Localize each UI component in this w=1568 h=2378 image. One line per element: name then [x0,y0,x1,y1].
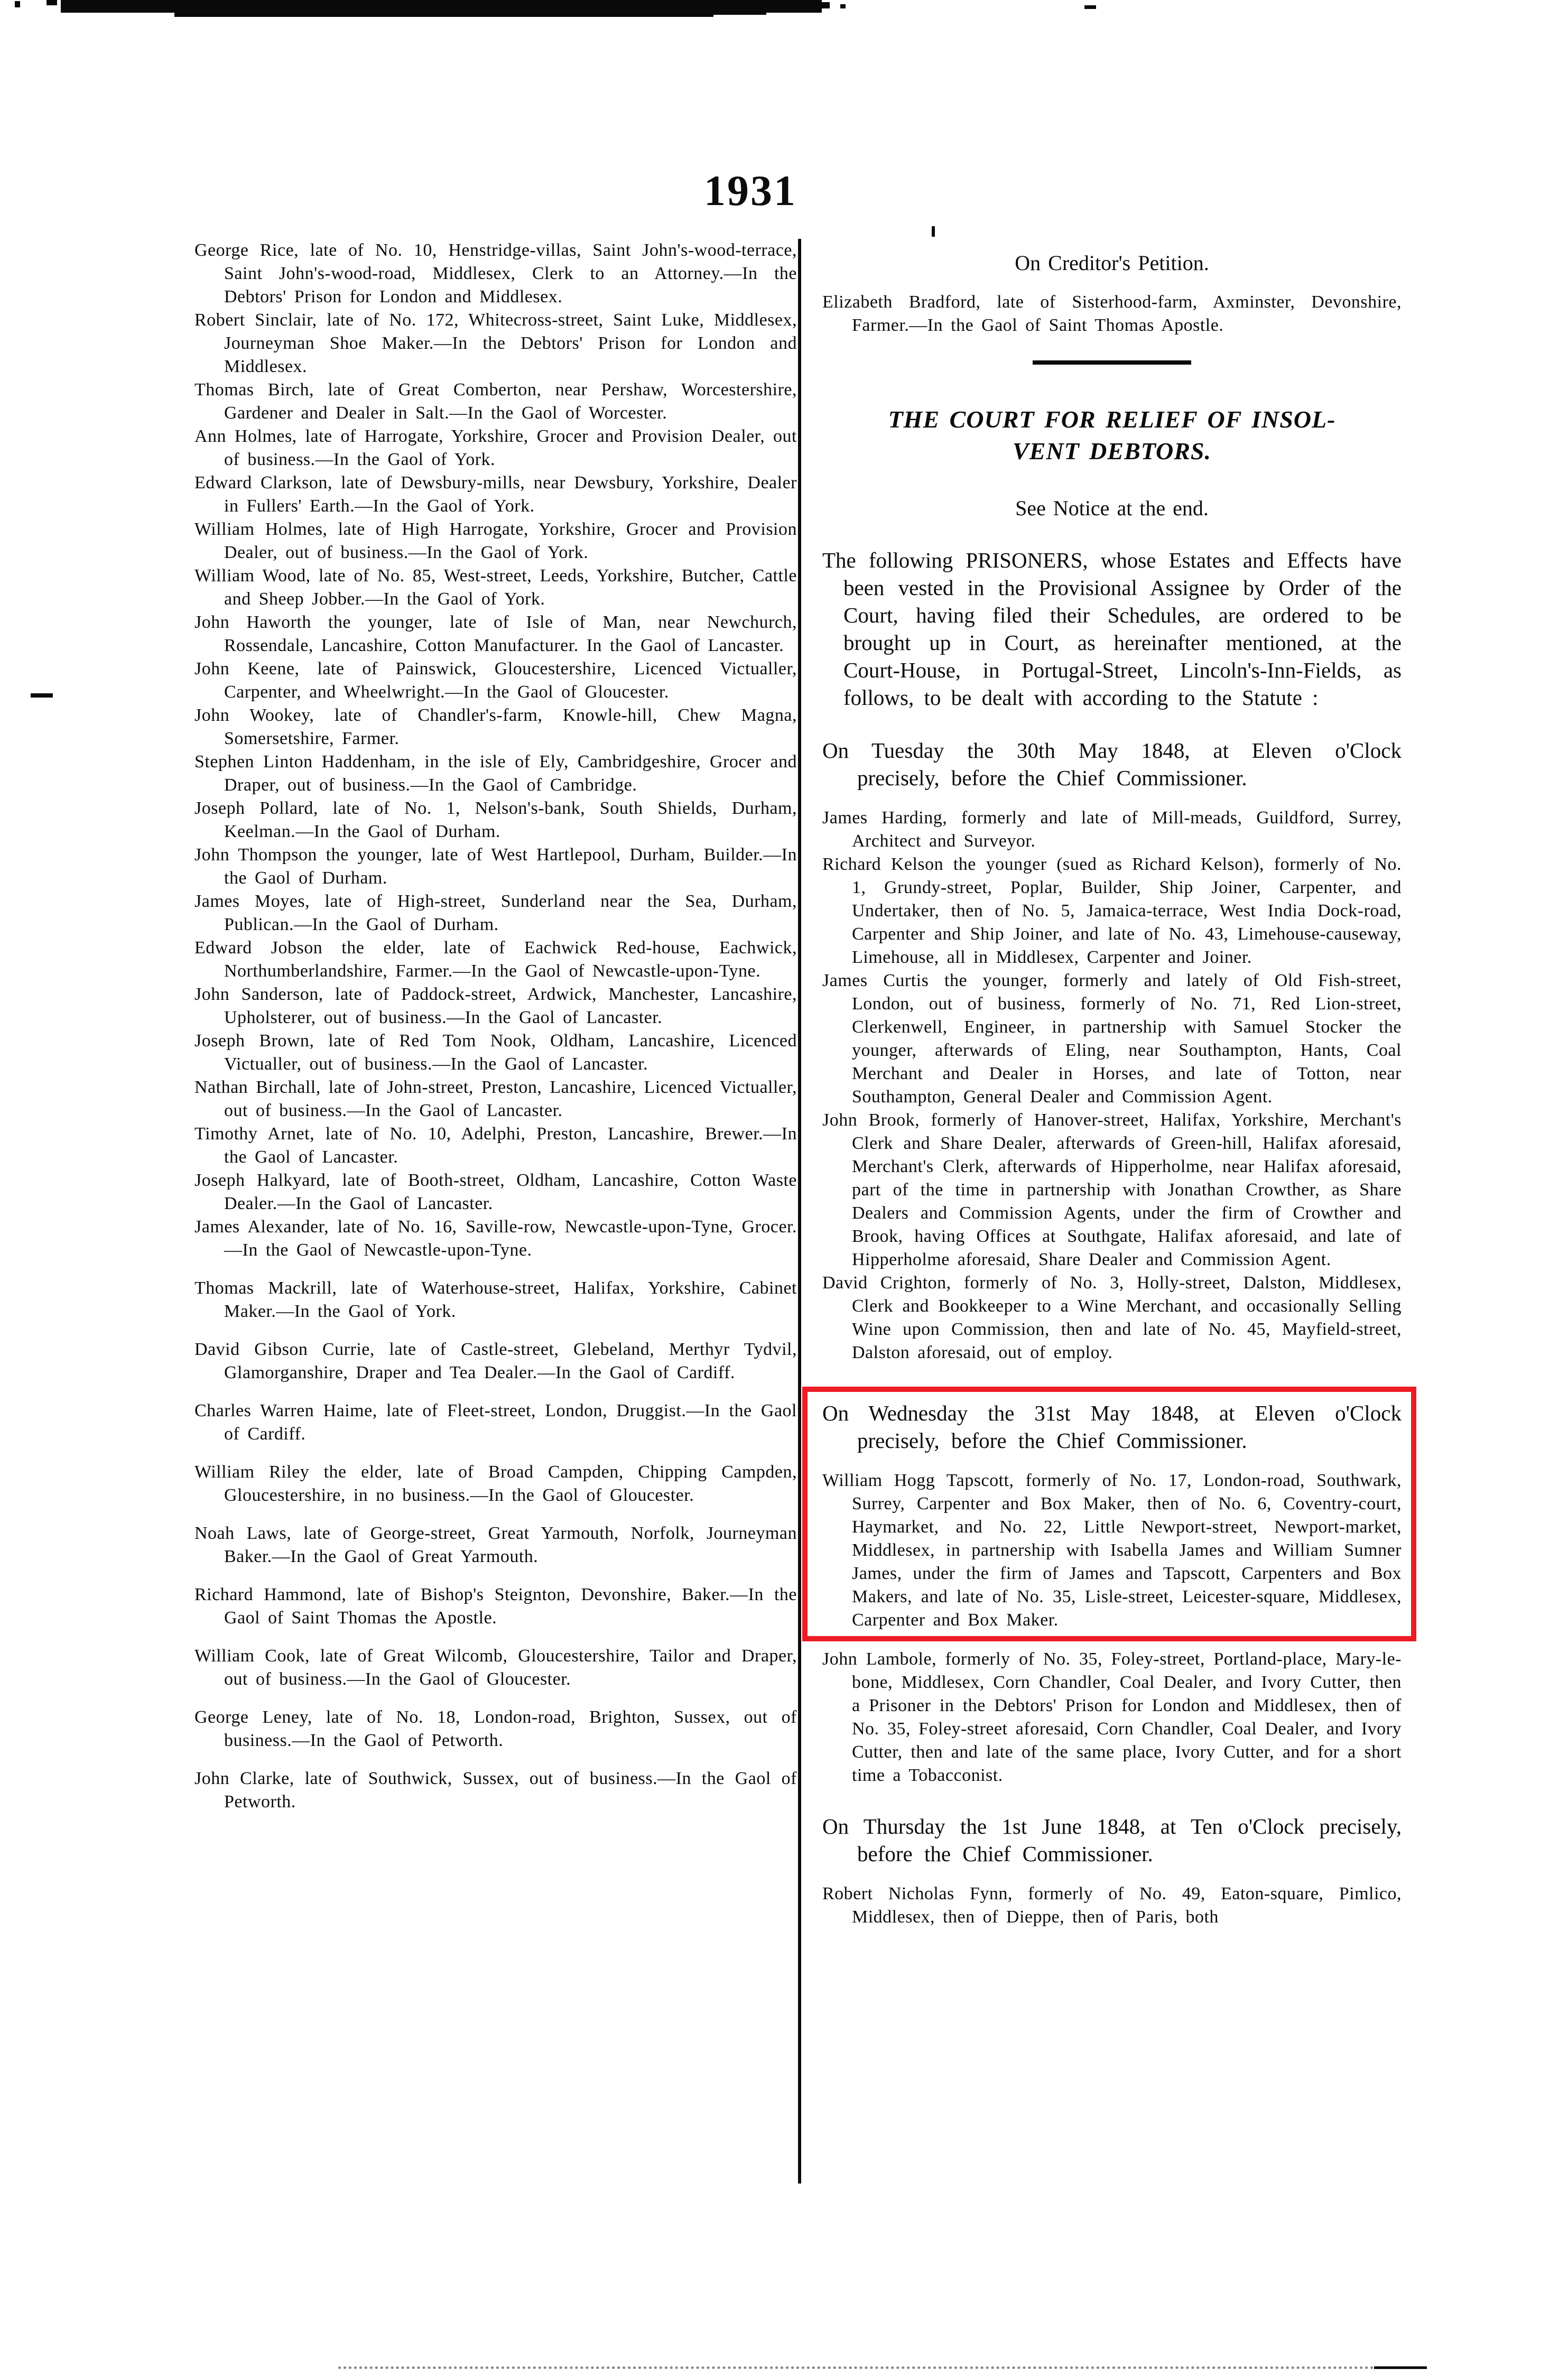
debtor-entry: Robert Sinclair, late of No. 172, Whitecross-street, Saint Luke, Middlesex, Journeyman Shoe Maker.—In the Debtors' Prison for London and Middlesex. [194,310,797,376]
debtor-entry: John Haworth the younger, late of Isle of Man, near Newchurch, Rossendale, Lancashire, Cotton Manufacturer. In the Gaol of Lancaster. [194,612,797,655]
debtor-entry: John Lambole, formerly of No. 35, Foley-street, Portland-place, Mary-le-bone, Middlesex, Corn Chandler, Coal Dealer, and Ivory Cutter, then a Prisoner in the Debtors' Prison for London and Middlesex, then of No. 35, Foley-street aforesaid, Corn Chandler, Coal Dealer, and Ivory Cutter, then and late of the same place, Ivory Cutter, and for a short time a Tobacconist. [822,1649,1402,1785]
debtor-entry: John Clarke, late of Southwick, Sussex, out of business.—In the Gaol of Petworth. [194,1769,797,1812]
debtor-entry: Robert Nicholas Fynn, formerly of No. 49, Eaton-square, Pimlico, Middlesex, then of Dieppe, then of Paris, both [822,1884,1402,1927]
scan-artifact [815,2,830,8]
debtor-entry: William Holmes, late of High Harrogate, Yorkshire, Grocer and Provision Dealer, out of business.—In the Gaol of York. [194,519,797,562]
scan-artifact [370,11,713,17]
scan-artifact [1084,5,1096,9]
debtor-entry: Joseph Pollard, late of No. 1, Nelson's-bank, South Shields, Durham, Keelman.—In the Gaol of Durham. [194,798,797,841]
debtor-entry: Stephen Linton Haddenham, in the isle of Ely, Cambridgeshire, Grocer and Draper, out of business.—In the Gaol of Cambridge. [194,752,797,795]
debtor-entry: Elizabeth Bradford, late of Sisterhood-farm, Axminster, Devonshire, Farmer.—In the Gaol of Saint Thomas Apostle. [822,292,1402,335]
scan-artifact-dotted-rule [338,2366,1385,2369]
session-heading-thursday: On Thursday the 1st June 1848, at Ten o'Clock precisely, before the Chief Commissioner. [822,1814,1402,1866]
column-divider [798,239,801,2184]
left-column [194,239,797,1814]
debtor-entry: John Thompson the younger, late of West Hartlepool, Durham, Builder.—In the Gaol of Durham. [194,845,797,888]
scan-artifact [840,4,846,8]
scan-artifact [31,693,53,698]
right-column [822,239,1402,1929]
court-title-line2: VENT DEBTORS. [1012,438,1212,465]
debtor-entry: Nathan Birchall, late of John-street, Preston, Lancashire, Licenced Victualler, out of business.—In the Gaol of Lancaster. [194,1077,797,1120]
scan-artifact [797,3,805,11]
debtor-entry: John Keene, late of Painswick, Gloucestershire, Licenced Victualler, Carpenter, and Wheelwright.—In the Gaol of Gloucester. [194,659,797,702]
debtor-entry: Joseph Brown, late of Red Tom Nook, Oldham, Lancashire, Licenced Victualler, out of business.—In the Gaol of Lancaster. [194,1031,797,1074]
debtor-entry: William Cook, late of Great Wilcomb, Gloucestershire, Tailor and Draper, out of business.—In the Gaol of Gloucester. [194,1646,797,1689]
debtor-entry: Thomas Birch, late of Great Comberton, near Pershaw, Worcestershire, Gardener and Dealer in Salt.—In the Gaol of Worcester. [194,380,797,423]
see-notice: See Notice at the end. [1015,496,1209,520]
court-title-line1: THE COURT FOR RELIEF OF INSOL- [888,406,1336,433]
debtor-entry: James Curtis the younger, formerly and lately of Old Fish-street, London, out of business, formerly of No. 71, Red Lion-street, Clerkenwell, Engineer, in partnership with Samuel Stocker the younger, afterwards of Eling, near Southampton, Hants, Coal Merchant and Dealer in Horses, and late of Totton, near Southampton, General Dealer and Commission Agent. [822,971,1402,1107]
debtor-entry: William Riley the elder, late of Broad Campden, Chipping Campden, Gloucestershire, in no business.—In the Gaol of Gloucester. [194,1462,797,1505]
scan-artifact [932,226,935,237]
scan-artifact [47,0,57,5]
highlight-box [802,1387,1416,1641]
debtor-entry: Edward Clarkson, late of Dewsbury-mills, near Dewsbury, Yorkshire, Dealer in Fullers' Earth.—In the Gaol of York. [194,473,797,516]
session-heading-tuesday: On Tuesday the 30th May 1848, at Eleven o'Clock precisely, before the Chief Commissioner. [822,738,1402,790]
debtor-entry: Noah Laws, late of George-street, Great Yarmouth, Norfolk, Journeyman Baker.—In the Gaol of Great Yarmouth. [194,1524,797,1566]
debtor-entry: James Moyes, late of High-street, Sunderland near the Sea, Durham, Publican.—In the Gaol of Durham. [194,891,797,934]
debtor-entry: William Wood, late of No. 85, West-street, Leeds, Yorkshire, Butcher, Cattle and Sheep Jobber.—In the Gaol of York. [194,566,797,609]
debtor-entry-highlighted: William Hogg Tapscott, formerly of No. 17, London-road, Southwark, Surrey, Carpenter and Box Maker, then of No. 6, Coventry-court, Haymarket, and No. 22, Little Newport-street, Newport-market, Middlesex, in partnership with Isabella James and William Sumner James, under the firm of James and Tapscott, Carpenters and Box Makers, and late of No. 35, Lisle-street, Leicester-square, Middlesex, Carpenter and Box Maker. [822,1471,1402,1630]
section-divider-rule [1033,360,1191,365]
creditors-petition-heading: On Creditor's Petition. [1015,251,1209,275]
scan-artifact [676,3,766,15]
debtor-entry: Edward Jobson the elder, late of Eachwick Red-house, Eachwick, Northumberlandshire, Farmer.—In the Gaol of Newcastle-upon-Tyne. [194,938,797,981]
debtor-entry: James Harding, formerly and late of Mill-meads, Guildford, Surrey, Architect and Surveyor. [822,808,1402,851]
debtor-entry: James Alexander, late of No. 16, Saville-row, Newcastle-upon-Tyne, Grocer.—In the Gaol of Newcastle-upon-Tyne. [194,1217,797,1260]
debtor-entry: Charles Warren Haime, late of Fleet-street, London, Druggist.—In the Gaol of Cardiff. [194,1401,797,1444]
scan-artifact [15,1,20,7]
debtor-entry: David Crighton, formerly of No. 3, Holly-street, Dalston, Middlesex, Clerk and Bookkeeper to a Wine Merchant, and occasionally Selling Wine upon Commission, then and late of No. 45, Mayfield-street, Dalston aforesaid, out of employ. [822,1273,1402,1362]
scan-artifact [1374,2366,1427,2369]
debtor-entry: Joseph Halkyard, late of Booth-street, Oldham, Lancashire, Cotton Waste Dealer.—In the Gaol of Lancaster. [194,1171,797,1213]
scan-artifact [174,12,402,17]
prisoners-preamble: The following PRISONERS, whose Estates and Effects have been vested in the Provisional Assignee by Order of the Court, having filed their Schedules, are ordered to be brought up in Court, as hereinafter mentioned, at the Court-House, in Portugal-Street, Lincoln's-Inn-Fields, as follows, to be dealt with according to the Statute : [822,548,1402,710]
debtor-entry: John Sanderson, late of Paddock-street, Ardwick, Manchester, Lancashire, Upholsterer, out of business.—In the Gaol of Lancaster. [194,984,797,1027]
debtor-entry: Richard Hammond, late of Bishop's Steignton, Devonshire, Baker.—In the Gaol of Saint Thomas the Apostle. [194,1585,797,1628]
debtor-entry: Ann Holmes, late of Harrogate, Yorkshire, Grocer and Provision Dealer, out of business.—In the Gaol of York. [194,426,797,469]
court-title [822,404,1402,467]
debtor-entry: Richard Kelson the younger (sued as Richard Kelson), formerly of No. 1, Grundy-street, Poplar, Builder, Ship Joiner, Carpenter, and Undertaker, then of No. 5, Jamaica-terrace, West India Dock-road, Carpenter and Ship Joiner, and late of No. 43, Limehouse-causeway, Limehouse, all in Middlesex, Carpenter and Joiner. [822,854,1402,967]
debtor-entry: George Leney, late of No. 18, London-road, Brighton, Sussex, out of business.—In the Gaol of Petworth. [194,1707,797,1750]
debtor-entry: George Rice, late of No. 10, Henstridge-villas, Saint John's-wood-terrace, Saint John's-wood-road, Middlesex, Clerk to an Attorney.—In the Debtors' Prison for London and Middlesex. [194,240,797,306]
debtor-entry: John Wookey, late of Chandler's-farm, Knowle-hill, Chew Magna, Somersetshire, Farmer. [194,705,797,748]
debtor-entry: Thomas Mackrill, late of Waterhouse-street, Halifax, Yorkshire, Cabinet Maker.—In the Gaol of York. [194,1278,797,1321]
debtor-entry: John Brook, formerly of Hanover-street, Halifax, Yorkshire, Merchant's Clerk and Share Dealer, afterwards of Green-hill, Halifax aforesaid, Merchant's Clerk, afterwards of Hipperholme, near Halifax aforesaid, part of the time in partnership with Jonathan Crowther, as Share Dealers and Commission Agents, under the firm of Crowther and Brook, having Offices at Southgate, Halifax aforesaid, and late of Hipperholme aforesaid, Share Dealer and Commission Agent. [822,1110,1402,1269]
page-number: 1931 [704,166,797,215]
debtor-entry: David Gibson Currie, late of Castle-street, Glebeland, Merthyr Tydvil, Glamorganshire, Draper and Tea Dealer.—In the Gaol of Cardiff. [194,1340,797,1382]
session-heading-wednesday: On Wednesday the 31st May 1848, at Eleven o'Clock precisely, before the Chief Commissioner. [822,1401,1402,1453]
debtor-entry: Timothy Arnet, late of No. 10, Adelphi, Preston, Lancashire, Brewer.—In the Gaol of Lancaster. [194,1124,797,1167]
